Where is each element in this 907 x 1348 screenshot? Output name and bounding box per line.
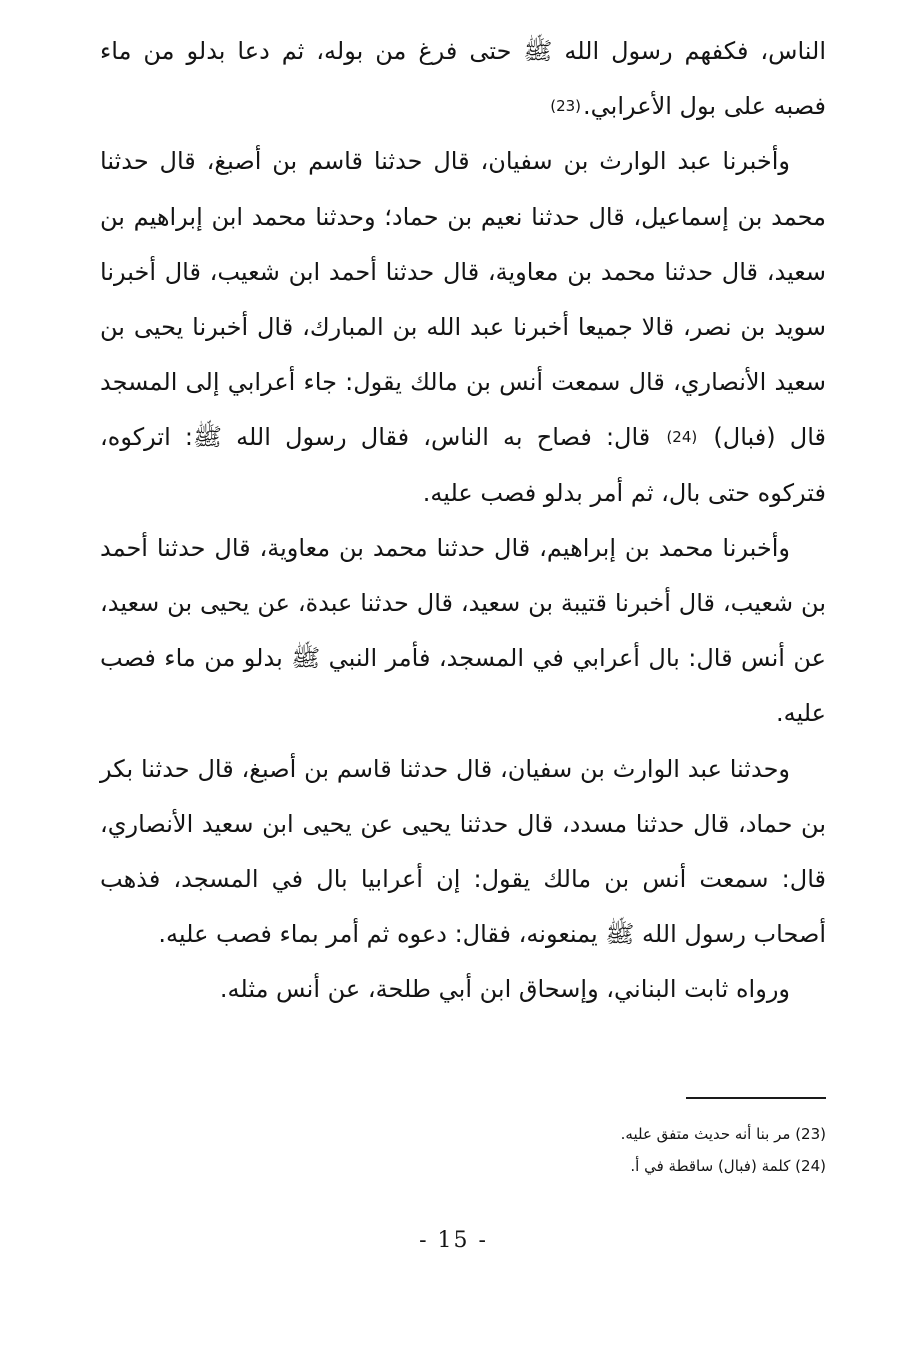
- footnote-divider: [686, 1097, 826, 1099]
- paragraph-1-text: الناس، فكفهم رسول الله ﷺ حتى فرغ من بوله، ثم دعا بدلو من ماء فصبه على بول الأعرابي.: [100, 37, 826, 121]
- footnote-ref-23: (23): [550, 97, 582, 116]
- paragraph-2: [100, 134, 826, 520]
- footnotes: [560, 1118, 826, 1182]
- paragraph-4-text: وحدثنا عبد الوارث بن سفيان، قال حدثنا قاسم بن أصبغ، قال حدثنا بكر بن حماد، قال حدثنا مسدد، قال حدثنا يحيى عن يحيى ابن سعيد الأنصاري، قال: سمعت أنس بن مالك يقول: إن أعرابيا بال في المسجد، فذهب أصحاب رسول الله ﷺ يمنعونه، فقال: دعوه ثم أمر بماء فصب عليه.: [100, 754, 826, 949]
- footnote-24: (24) كلمة (فبال) ساقطة في أ.: [630, 1157, 826, 1175]
- paragraph-3-text: وأخبرنا محمد بن إبراهيم، قال حدثنا محمد بن معاوية، قال حدثنا أحمد بن شعيب، قال أخبرنا قتيبة بن سعيد، قال حدثنا عبدة، عن يحيى بن سعيد، عن أنس قال: بال أعرابي في المسجد، فأمر النبي ﷺ بدلو من ماء فصب عليه.: [100, 533, 826, 728]
- footnote-23: (23) مر بنا أنه حديث متفق عليه.: [620, 1125, 826, 1143]
- paragraph-5-text: ورواه ثابت البناني، وإسحاق ابن أبي طلحة، عن أنس مثله.: [219, 975, 790, 1004]
- paragraph-5: [100, 962, 826, 1017]
- paragraph-1: [100, 24, 826, 134]
- paragraph-2-text: وأخبرنا عبد الوارث بن سفيان، قال حدثنا قاسم بن أصبغ، قال حدثنا محمد بن إسماعيل، قال حدثنا نعيم بن حماد؛ وحدثنا محمد ابن إبراهيم بن سعيد، قال حدثنا محمد بن معاوية، قال حدثنا أحمد ابن شعيب، قال أخبرنا سويد بن نصر، قالا جميعا أخبرنا عبد الله بن المبارك، قال أخبرنا يحيى بن سعيد الأنصاري، قال سمعت أنس بن مالك يقول: جاء أعرابي إلى المسجد قال (فبال): [100, 147, 826, 452]
- main-text: [100, 24, 826, 1018]
- paragraph-2-text-continued: قال: فصاح به الناس، فقال رسول الله ﷺ: اتركوه، فتركوه حتى بال، ثم أمر بدلو فصب عليه.: [100, 423, 826, 507]
- paragraph-4: [100, 742, 826, 963]
- page-number: - 15 -: [419, 1228, 488, 1253]
- footnote-ref-24: (24): [666, 428, 698, 447]
- paragraph-3: [100, 521, 826, 742]
